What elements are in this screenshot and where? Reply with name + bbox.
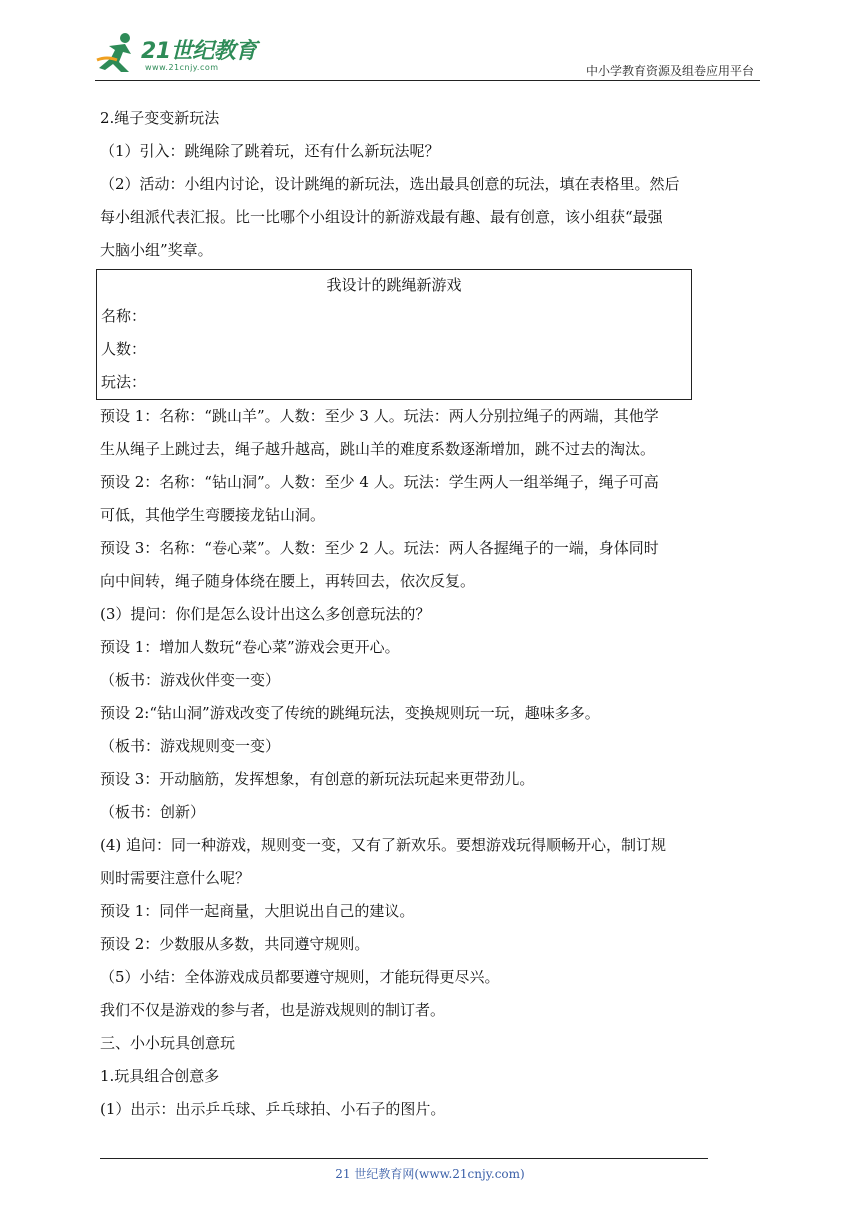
paragraph-line: 向中间转，绳子随身体绕在腰上，再转回去，依次反复。: [100, 572, 476, 590]
table-title: 我设计的跳绳新游戏: [326, 276, 462, 294]
paragraph-line: （板书：创新）: [100, 803, 206, 821]
section-heading: 三、小小玩具创意玩: [100, 1034, 236, 1052]
paragraph-line: （2）活动：小组内讨论，设计跳绳的新玩法，选出最具创意的玩法，填在表格里。然后: [100, 175, 680, 193]
paragraph-line: 预设 3：开动脑筋，发挥想象，有创意的新玩法玩起来更带劲儿。: [100, 770, 535, 788]
paragraph-line: 预设 3：名称：“卷心菜”。人数：至少 2 人。玩法：两人各握绳子的一端，身体同时: [100, 539, 659, 557]
logo-url: www.21cnjy.com: [145, 63, 219, 72]
paragraph-line: 预设 1：增加人数玩“卷心菜”游戏会更开心。: [100, 638, 400, 656]
paragraph-line: （板书：游戏规则变一变）: [100, 737, 281, 755]
paragraph-line: 预设 2：名称：“钻山洞”。人数：至少 4 人。玩法：学生两人一组举绳子，绳子可高: [100, 473, 659, 491]
page-header: [95, 30, 760, 82]
paragraph-line: 每小组派代表汇报。比一比哪个小组设计的新游戏最有趣、最有创意，该小组获“最强: [100, 208, 663, 226]
footer-text: 21 世纪教育网(www.21cnjy.com): [335, 1167, 525, 1181]
paragraph-line: （5）小结：全体游戏成员都要遵守规则，才能玩得更尽兴。: [100, 968, 500, 986]
site-logo: [95, 30, 265, 76]
paragraph-line: （板书：游戏伙伴变一变）: [100, 671, 281, 689]
paragraph-line: 生从绳子上跳过去，绳子越升越高，跳山羊的难度系数逐渐增加，跳不过去的淘汰。: [100, 440, 656, 458]
document-body: [100, 102, 765, 1126]
paragraph-line: (4) 追问：同一种游戏，规则变一变，又有了新欢乐。要想游戏玩得顺畅开心，制订规: [100, 836, 667, 854]
runner-logo-icon: [95, 30, 141, 76]
header-divider: [95, 80, 760, 81]
paragraph-line: 可低，其他学生弯腰接龙钻山洞。: [100, 506, 326, 524]
paragraph-line: 则时需要注意什么呢？: [100, 869, 251, 887]
paragraph-line: 我们不仅是游戏的参与者，也是游戏规则的制订者。: [100, 1001, 446, 1019]
logo-text: 21世纪教育: [141, 39, 257, 64]
table-row-rules: 玩法：: [101, 373, 147, 391]
paragraph-line: (3）提问：你们是怎么设计出这么多创意玩法的？: [100, 605, 431, 623]
paragraph-line: 预设 1：同伴一起商量，大胆说出自己的建议。: [100, 902, 415, 920]
paragraph-line: 大脑小组”奖章。: [100, 241, 213, 259]
paragraph-line: 预设 2:“钻山洞”游戏改变了传统的跳绳玩法，变换规则玩一玩，趣味多多。: [100, 704, 600, 722]
paragraph-line: (1）出示：出示乒乓球、乒乓球拍、小石子的图片。: [100, 1100, 446, 1118]
paragraph-line: 预设 2：少数服从多数，共同遵守规则。: [100, 935, 370, 953]
platform-title: 中小学教育资源及组卷应用平台: [585, 64, 754, 78]
paragraph-line: 预设 1：名称：“跳山羊”。人数：至少 3 人。玩法：两人分别拉绳子的两端，其他学: [100, 407, 659, 425]
subsection-heading: 1.玩具组合创意多: [100, 1067, 220, 1085]
section-heading: 2.绳子变变新玩法: [100, 109, 220, 127]
paragraph-line: （1）引入：跳绳除了跳着玩，还有什么新玩法呢？: [100, 142, 440, 160]
table-row-count: 人数：: [101, 340, 147, 358]
game-design-table: [96, 269, 692, 400]
footer-divider: [100, 1158, 708, 1159]
table-row-name: 名称：: [101, 307, 147, 325]
